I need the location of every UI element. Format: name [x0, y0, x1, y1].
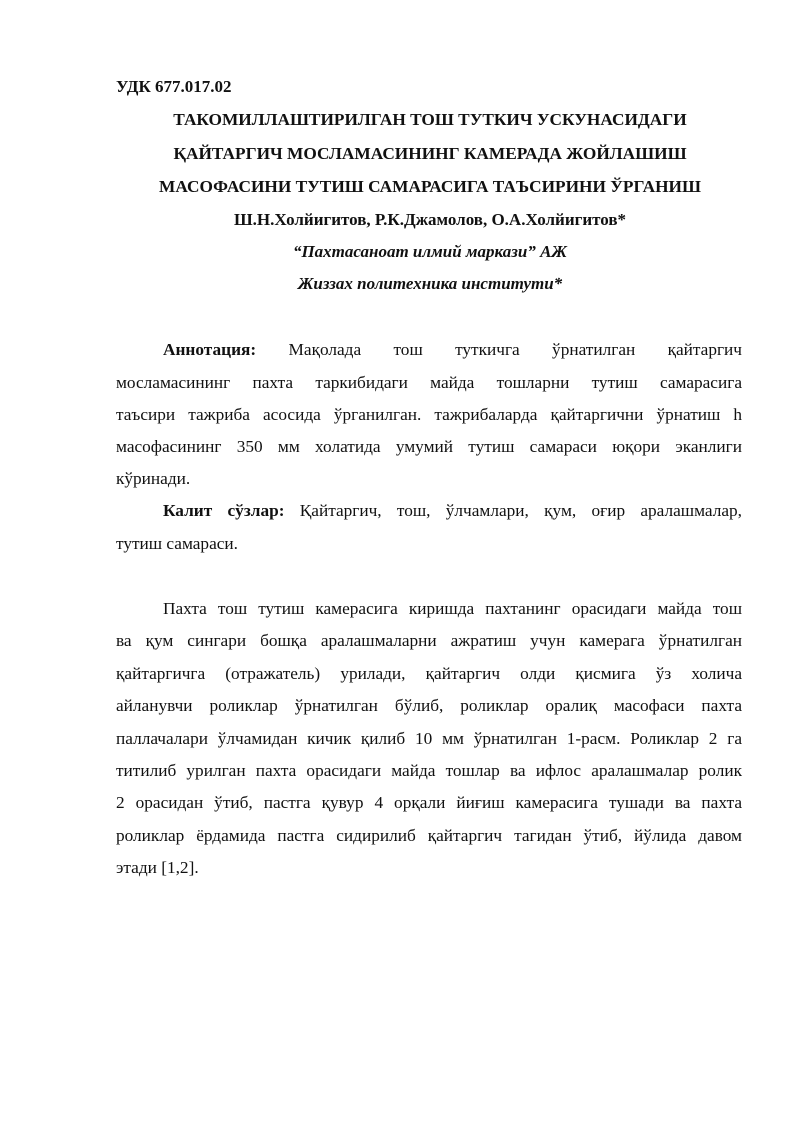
- body-line-7: 2 орасидан ўтиб, пастга қувур 4 орқали йиғиш камерасига тушади ва пахта: [116, 793, 742, 812]
- annotation-text-1: Мақолада тош туткичга ўрнатилган қайтаргич: [288, 340, 742, 359]
- body-line-8: роликлар ёрдамида пастга сидирилиб қайтаргич тагидан ўтиб, йўлида давом: [116, 826, 742, 845]
- body-line-5: паллачалари ўлчамидан кичик қилиб 10 мм ўрнатилган 1-расм. Роликлар 2 га: [116, 729, 742, 748]
- annotation-line-1: [163, 339, 742, 361]
- annotation-line-4: масофасининг 350 мм холатида умумий тутиш самараси юқори эканлиги: [116, 437, 742, 456]
- body-line-4: айланувчи роликлар ўрнатилган бўлиб, роликлар оралиқ масофаси пахта: [116, 696, 742, 715]
- keywords-text-1: Қайтаргич, тош, ўлчамлари, қум, оғир аралашмалар,: [299, 501, 743, 520]
- title-line-1: ТАКОМИЛЛАШТИРИЛГАН ТОШ ТУТКИЧ УСКУНАСИДАГИ: [173, 110, 687, 129]
- authors-line: Ш.Н.Холйигитов, Р.К.Джамолов, О.А.Холйигитов*: [233, 210, 627, 229]
- title-line-3: МАСОФАСИНИ ТУТИШ САМАРАСИГА ТАЪСИРИНИ ЎРГАНИШ: [159, 177, 701, 196]
- affiliation-line-2: Жиззах политехника институти*: [297, 274, 563, 293]
- body-line-1: Пахта тош тутиш камерасига киришда пахтанинг орасидаги майда тош: [163, 599, 742, 618]
- keywords-line-1: [163, 500, 742, 522]
- annotation-line-2: мосламасининг пахта таркибидаги майда тошларни тутиш самарасига: [116, 373, 742, 392]
- body-line-3: қайтаргичга (отражатель) урилади, қайтаргич олди қисмига ўз холича: [116, 664, 742, 683]
- annotation-line-3: таъсири тажриба асосида ўрганилган. тажрибаларда қайтаргични ўрнатиш h: [116, 405, 742, 424]
- keywords-line-2: тутиш самараси.: [116, 534, 238, 553]
- keywords-label: Калит сўзлар:: [163, 501, 285, 520]
- annotation-label: Аннотация:: [163, 340, 257, 359]
- body-line-9: этади [1,2].: [116, 858, 199, 877]
- annotation-line-5: кўринади.: [116, 469, 191, 488]
- affiliation-line-1: “Пахтасаноат илмий маркази” АЖ: [292, 242, 568, 261]
- body-line-6: титилиб урилган пахта орасидаги майда тошлар ва ифлос аралашмалар ролик: [116, 761, 742, 780]
- udk-code: УДК 677.017.02: [116, 77, 232, 96]
- title-line-2: ҚАЙТАРГИЧ МОСЛАМАСИНИНГ КАМЕРАДА ЖОЙЛАШИШ: [173, 144, 687, 163]
- body-line-2: ва қум сингари бошқа аралашмаларни ажратиш учун камерага ўрнатилган: [116, 631, 742, 650]
